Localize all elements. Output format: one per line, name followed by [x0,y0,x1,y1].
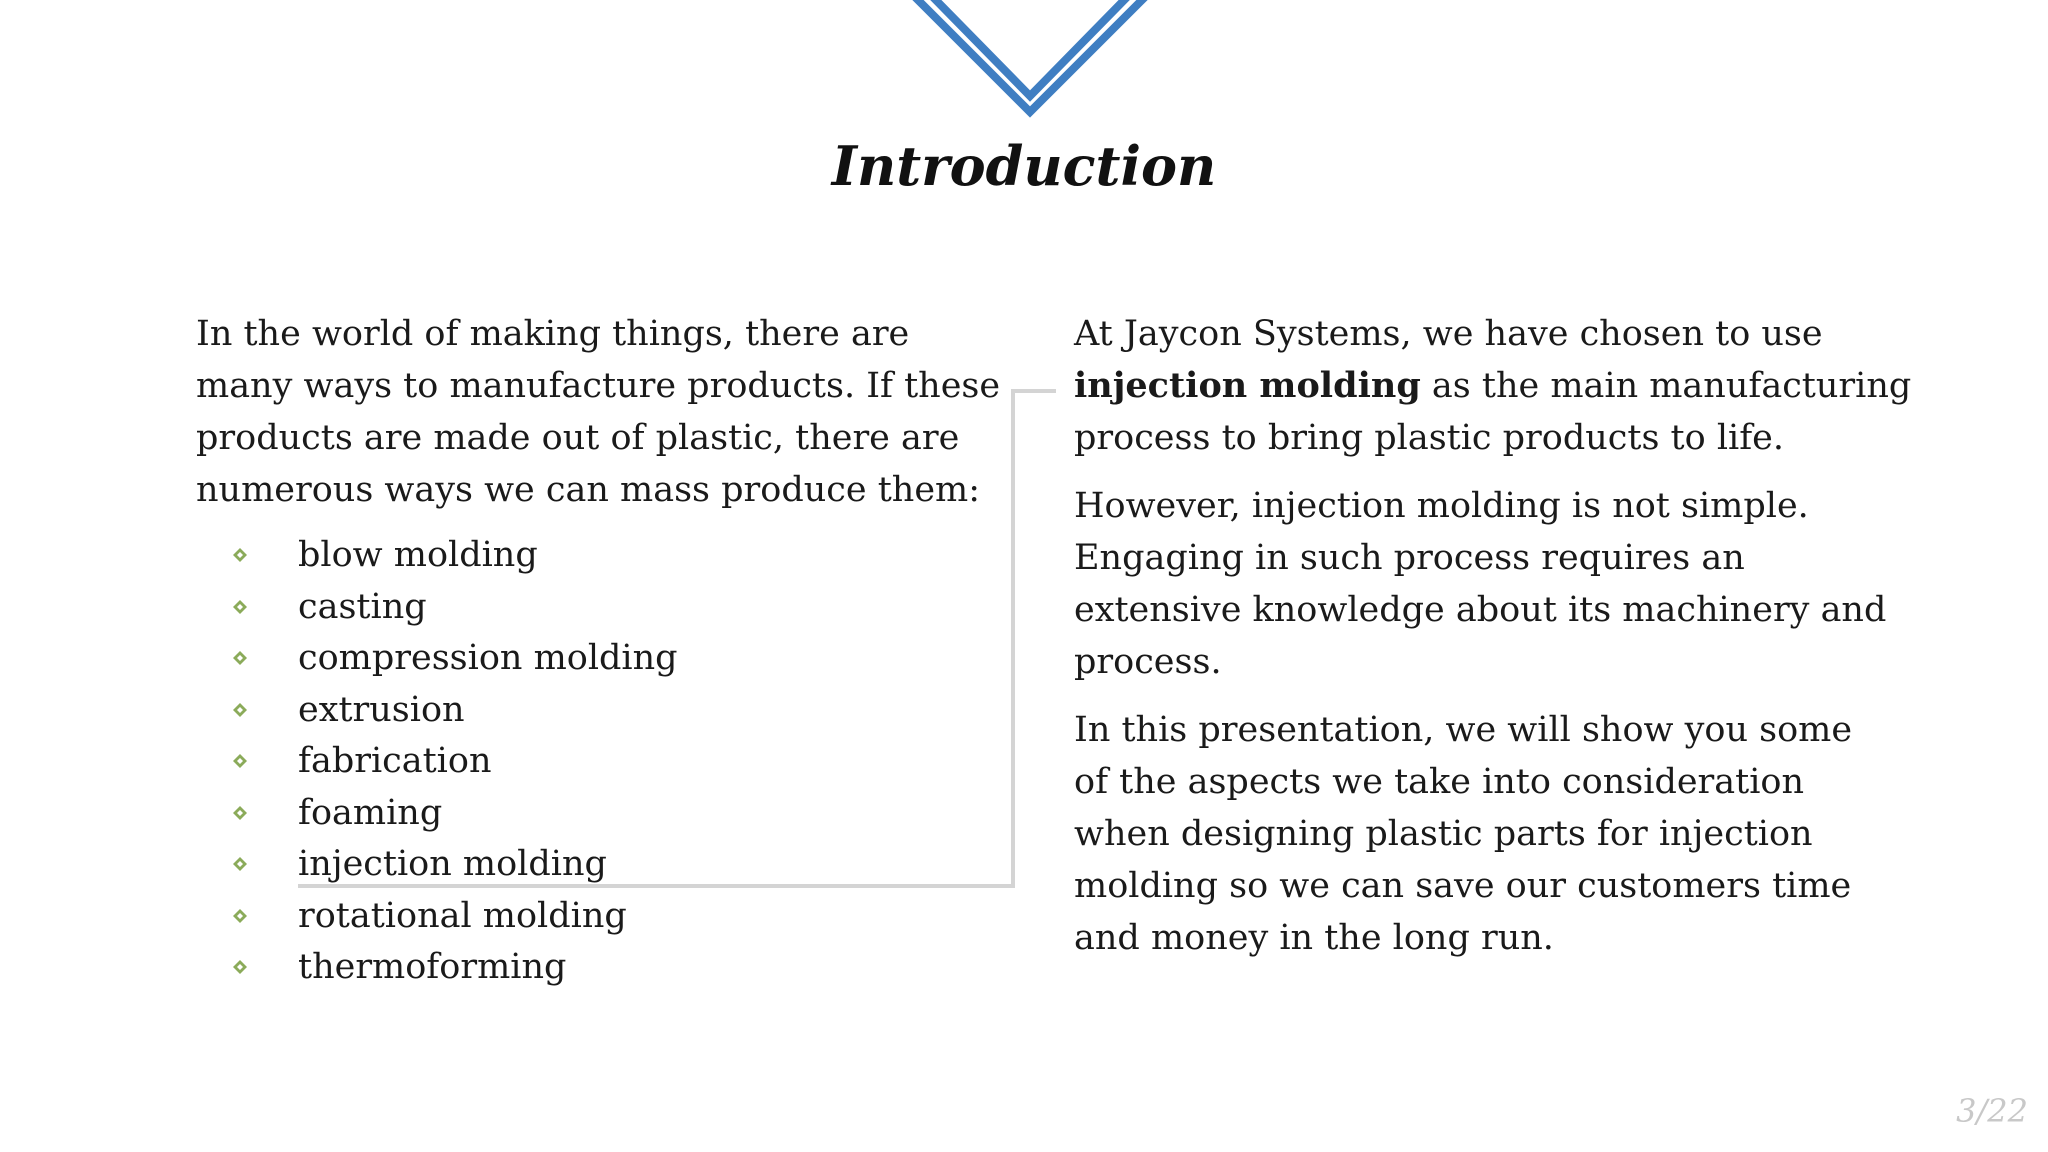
list-item [196,942,996,994]
diamond-bullet-icon [232,736,248,788]
text-line: At Jaycon Systems, we have chosen to use [1074,314,1823,354]
diamond-bullet-icon [232,685,248,737]
intro-line: products are made out of plastic, there are [196,418,960,458]
method-label: foaming [298,792,443,833]
text-line: as the main manufacturing [1420,366,1912,406]
list-item [196,891,996,943]
diamond-bullet-icon [232,530,248,582]
method-label: extrusion [298,689,465,730]
right-column [1074,308,1934,980]
intro-line: In the world of making things, there are [196,314,910,354]
text-line: process. [1074,642,1222,682]
method-label: injection molding [298,844,607,884]
list-item [196,839,996,891]
text-line: process to bring plastic products to life. [1074,418,1784,458]
diamond-bullet-icon [232,942,248,994]
method-label: blow molding [298,535,538,575]
diamond-bullet-icon [232,839,248,891]
list-item [196,788,996,840]
method-label: fabrication [298,741,492,781]
slide-title: Introduction [831,134,1217,198]
list-item [196,685,996,737]
diamond-bullet-icon [232,891,248,943]
text-line: However, injection molding is not simple. [1074,486,1809,526]
paragraph-jaycon-choice [1074,308,1934,464]
text-line: molding so we can save our customers time [1074,866,1852,906]
diamond-bullet-icon [232,582,248,634]
text-line: extensive knowledge about its machinery and [1074,590,1887,630]
list-item [196,530,996,582]
method-label: thermoforming [298,947,567,987]
diamond-bullet-icon [232,633,248,685]
text-line: of the aspects we take into consideration [1074,762,1805,802]
intro-line: numerous ways we can mass produce them: [196,470,981,510]
intro-line: many ways to manufacture products. If these [196,366,1001,406]
text-line: In this presentation, we will show you some [1074,710,1853,750]
intro-paragraph [196,308,1001,516]
injection-molding-emphasis: injection molding [1074,365,1421,406]
list-item [196,582,996,634]
chevron-down-icon [900,0,1160,124]
page-number: 3/22 [1956,1092,2028,1130]
text-line: and money in the long run. [1074,918,1554,958]
method-label: rotational molding [298,895,627,936]
paragraph-complexity [1074,480,1934,688]
diamond-bullet-icon [232,788,248,840]
list-item [196,633,996,685]
method-label: casting [298,586,427,627]
text-line: when designing plastic parts for injection [1074,814,1813,854]
text-line: Engaging in such process requires an [1074,538,1745,578]
paragraph-presentation-goal [1074,704,1934,964]
left-column [196,308,1001,994]
list-item [196,736,996,788]
method-label: compression molding [298,638,678,678]
manufacturing-methods-list [196,530,996,994]
